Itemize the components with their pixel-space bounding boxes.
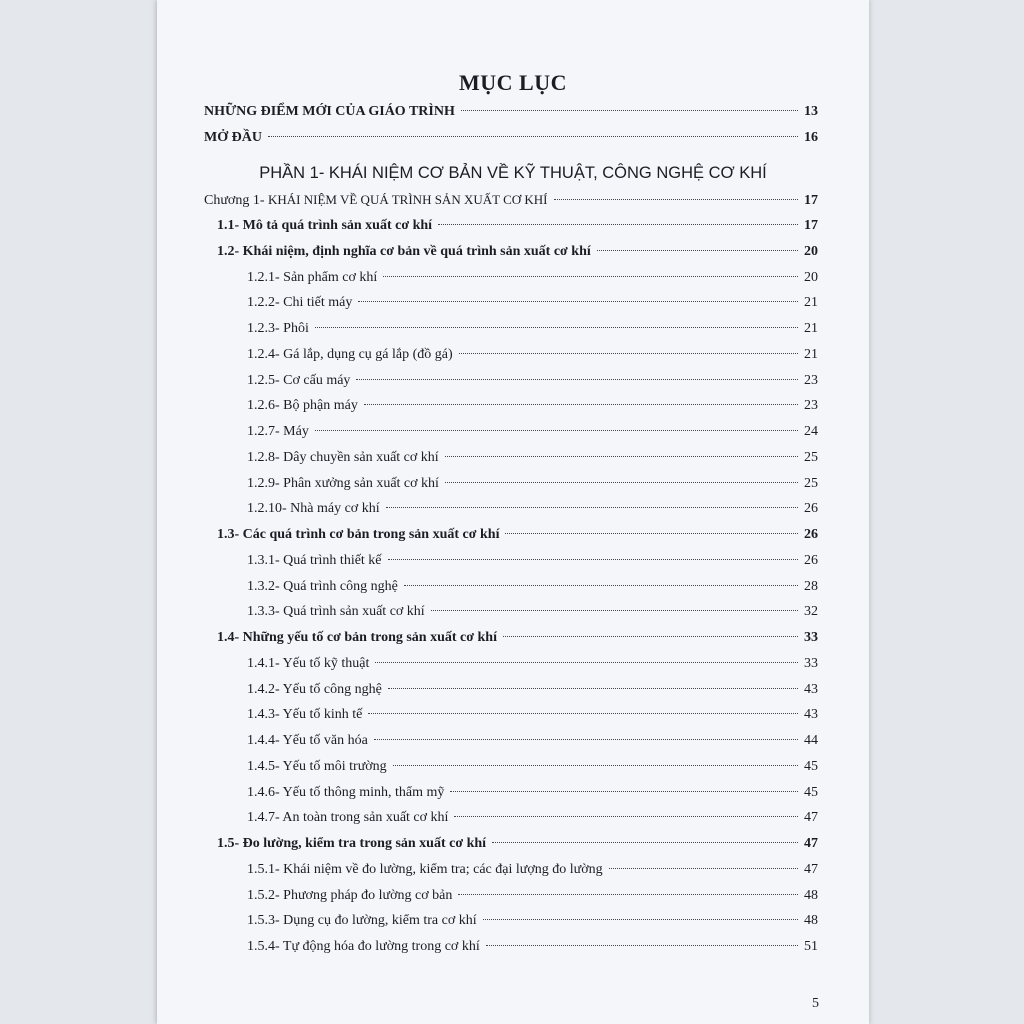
toc-entry-label: 1.2.3- Phôi [247,321,309,336]
toc-subsection-entry [247,347,818,363]
toc-entry-page: 16 [804,130,818,145]
toc-entry-label: MỞ ĐẦU [204,130,262,145]
toc-subsection-entry [247,707,818,723]
toc-entry-page: 43 [804,707,818,723]
toc-leader-dots [374,739,798,740]
toc-entry-page: 13 [804,104,818,119]
toc-leader-dots [268,136,798,137]
toc-entry-label: 1.5.2- Phương pháp đo lường cơ bản [247,887,453,903]
toc-entry-page: 44 [804,733,818,748]
toc-subsection-entry [247,501,818,517]
toc-entry-label: NHỮNG ĐIỂM MỚI CỦA GIÁO TRÌNH [204,104,455,119]
toc-entry-page: 47 [804,836,818,851]
toc-entry-page: 33 [804,655,818,671]
toc-chapter-entry [204,192,818,209]
toc-entry-label: 1.4.2- Yếu tố công nghệ [247,681,382,697]
toc-entry-label: 1.4.3- Yếu tố kinh tế [247,707,363,723]
toc-section-entry [217,244,818,260]
toc-subsection-entry [247,785,818,801]
toc-entry-page: 24 [804,424,818,439]
document-page [157,0,869,1024]
part-title: PHẦN 1- KHÁI NIỆM CƠ BẢN VỀ KỸ THUẬT, CÔNG NGHỆ CƠ KHÍ [259,164,767,182]
toc-entry-page: 21 [804,321,818,336]
toc-entry-page: 33 [804,630,818,645]
toc-subsection-entry [247,682,818,698]
toc-entry-label: 1.4- Những yếu tố cơ bản trong sản xuất cơ khí [217,630,497,645]
toc-entry-label: 1.3- Các quá trình cơ bản trong sản xuất cơ khí [217,527,500,542]
toc-entry-label: 1.4.5- Yếu tố môi trường [247,758,387,774]
toc-entry-page: 45 [804,784,818,800]
toc-leader-dots [383,276,798,277]
toc-section-entry [217,527,818,543]
toc-entry-page: 17 [804,193,818,208]
toc-entry-label: 1.2- Khái niệm, định nghĩa cơ bản về quá trình sản xuất cơ khí [217,243,591,259]
toc-subsection-entry [247,295,818,311]
page-number: 5 [812,996,819,1011]
toc-leader-dots [375,662,798,663]
toc-section-entry [217,836,818,852]
toc-subsection-entry [247,321,818,337]
toc-entry-page: 26 [804,552,818,568]
toc-entry-page: 23 [804,372,818,388]
toc-entry-page: 51 [804,939,818,954]
toc-front-entry [204,104,818,120]
toc-leader-dots [458,894,798,895]
toc-subsection-entry [247,733,818,749]
toc-subsection-entry [247,862,818,878]
toc-entry-label: 1.3.1- Quá trình thiết kế [247,552,382,568]
toc-entry-page: 47 [804,810,818,826]
toc-entry-label: 1.2.2- Chi tiết máy [247,295,353,311]
toc-entry-page: 28 [804,578,818,594]
toc-entry-page: 20 [804,243,818,259]
toc-leader-dots [503,636,798,637]
toc-entry-page: 23 [804,398,818,414]
toc-leader-dots [431,610,798,611]
toc-leader-dots [445,482,798,483]
toc-leader-dots [404,585,798,586]
toc-entry-label: 1.5.3- Dụng cụ đo lường, kiểm tra cơ khí [247,913,477,929]
toc-leader-dots [454,816,798,817]
toc-subsection-entry [247,888,818,904]
toc-entry-label: 1.4.7- An toàn trong sản xuất cơ khí [247,810,449,826]
toc-entry-page: 48 [804,887,818,903]
toc-entry-label: 1.5- Đo lường, kiểm tra trong sản xuất cơ khí [217,836,487,851]
toc-entry-label: 1.4.4- Yếu tố văn hóa [247,733,368,748]
toc-leader-dots [388,688,798,689]
toc-section-entry [217,630,818,646]
toc-subsection-entry [247,553,818,569]
toc-entry-label: 1.5.4- Tự động hóa đo lường trong cơ khí [247,939,480,954]
toc-subsection-entry [247,913,818,929]
toc-entry-label: 1.2.8- Dây chuyền sản xuất cơ khí [247,449,439,465]
toc-leader-dots [483,919,798,920]
toc-entry-label: 1.2.10- Nhà máy cơ khí [247,501,380,517]
chapter-title: KHÁI NIỆM VỀ QUÁ TRÌNH SẢN XUẤT CƠ KHÍ [268,192,548,207]
toc-entry-page: 25 [804,449,818,465]
toc-entry-label: 1.2.4- Gá lắp, dụng cụ gá lắp (đồ gá) [247,346,453,362]
toc-leader-dots [461,110,798,111]
toc-leader-dots [505,533,798,534]
toc-leader-dots [459,353,798,354]
chapter-prefix: Chương 1- [204,193,265,208]
toc-subsection-entry [247,373,818,389]
toc-leader-dots [486,945,798,946]
toc-leader-dots [438,224,798,225]
toc-entry-label: 1.2.9- Phân xưởng sản xuất cơ khí [247,475,439,491]
toc-section-entry [217,218,818,234]
toc-leader-dots [386,507,798,508]
toc-subsection-entry [247,579,818,595]
toc-entry-page: 26 [804,527,818,542]
toc-entry-page: 48 [804,913,818,929]
toc-entry-label: 1.3.3- Quá trình sản xuất cơ khí [247,604,425,620]
toc-entry-label [204,192,550,209]
toc-subsection-entry [247,656,818,672]
toc-subsection-entry [247,424,818,440]
toc-leader-dots [368,713,798,714]
toc-leader-dots [315,430,798,431]
toc-subsection-entry [247,476,818,492]
toc-leader-dots [609,868,798,869]
toc-subsection-entry [247,450,818,466]
toc-entry-label: 1.2.5- Cơ cấu máy [247,372,351,388]
toc-subsection-entry [247,810,818,826]
toc-entry-label: 1.2.7- Máy [247,424,309,439]
toc-leader-dots [356,379,798,380]
toc-entry-label: 1.2.6- Bộ phận máy [247,398,358,414]
toc-entry-page: 17 [804,218,818,233]
toc-entry-label: 1.4.1- Yếu tố kỹ thuật [247,655,370,671]
toc-entry-label: 1.2.1- Sản phẩm cơ khí [247,269,378,285]
toc-subsection-entry [247,939,818,955]
page-title: MỤC LỤC [459,70,567,95]
toc-leader-dots [388,559,798,560]
toc-entry-label: 1.5.1- Khái niệm về đo lường, kiểm tra; các đại lượng đo lường [247,861,603,877]
toc-entry-page: 32 [804,604,818,620]
toc-front-entry [204,130,818,146]
toc-entry-page: 47 [804,861,818,877]
toc-entry-page: 21 [804,295,818,311]
toc-leader-dots [597,250,798,251]
toc-leader-dots [554,199,799,200]
toc-entry-page: 43 [804,681,818,697]
toc-entry-label: 1.3.2- Quá trình công nghệ [247,578,398,594]
toc-subsection-entry [247,604,818,620]
toc-leader-dots [450,791,798,792]
toc-entry-label: 1.1- Mô tả quá trình sản xuất cơ khí [217,218,433,233]
toc-leader-dots [492,842,798,843]
toc-subsection-entry [247,398,818,414]
toc-entry-page: 26 [804,501,818,517]
toc-leader-dots [364,404,798,405]
toc-entry-page: 20 [804,269,818,285]
toc-leader-dots [445,456,798,457]
toc-leader-dots [393,765,798,766]
toc-entry-page: 25 [804,475,818,491]
toc-entry-page: 45 [804,758,818,774]
toc-subsection-entry [247,759,818,775]
toc-entry-page: 21 [804,346,818,362]
toc-subsection-entry [247,270,818,286]
toc-leader-dots [315,327,798,328]
toc-entry-label: 1.4.6- Yếu tố thông minh, thẩm mỹ [247,784,445,800]
toc-leader-dots [358,301,798,302]
